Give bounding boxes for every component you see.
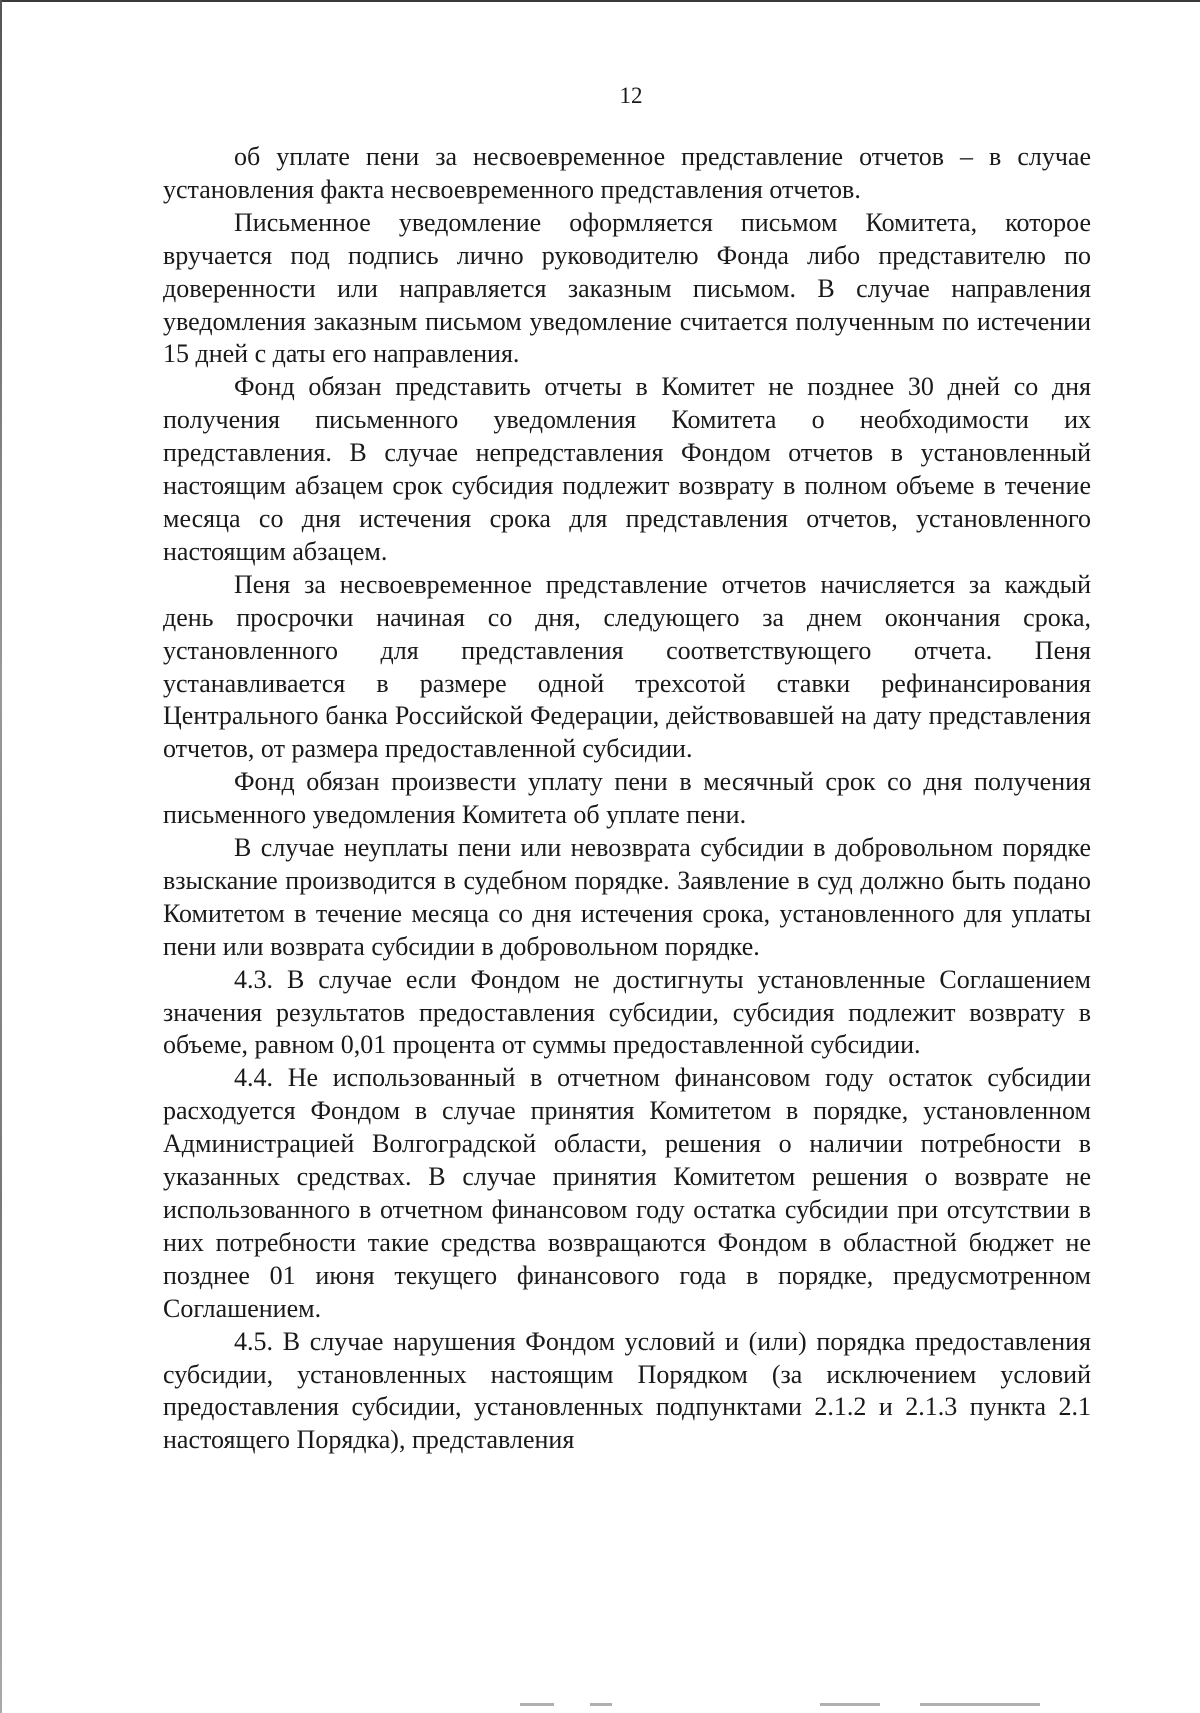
page-number: 12 — [619, 83, 643, 108]
paragraph-4-4: 4.4. Не использованный в отчетном финансовом году остаток субсидии расходуется Фондом в случае принятия Комитетом в порядке, установленном Администрацией Волгоградской области, решения о наличии потребности в указанных средствах. В случае принятия Комитетом решения о возврате не использованного в отчетном финансовом году остатка субсидии при отсутствии в них потребности такие средства возвращаются Фондом в областной бюджет не позднее 01 июня текущего финансового года в порядке, предусмотренном Соглашением. — [163, 1063, 1091, 1323]
paragraph-4: Пеня за несвоевременное представление отчетов начисляется за каждый день просрочки начиная со дня, следующего за днем окончания срока, установленного для представления соответствующего отчета. Пеня устанавливается в размере одной трехсотой ставки рефинансирования Центрального банка Российской Федерации, действовавшей на дату представления отчетов, от размера предоставленной субсидии. — [163, 569, 1091, 764]
paragraph-4-3: 4.3. В случае если Фондом не достигнуты установленные Соглашением значения результатов предоставления субсидии, субсидия подлежит возврату в объеме, равном 0,01 процента от суммы предоставленной субсидии. — [163, 964, 1091, 1060]
scan-top-edge — [0, 0, 1200, 2]
document-body — [163, 141, 1091, 1457]
scan-left-edge — [0, 0, 2, 1713]
paragraph-4-5: 4.5. В случае нарушения Фондом условий и (или) порядка предоставления субсидии, установленных настоящим Порядком (за исключением условий предоставления субсидии, установленных подпунктами 2.1.2 и 2.1.3 пункта 2.1 настоящего Порядка), представления — [163, 1326, 1091, 1455]
paragraph-3: Фонд обязан представить отчеты в Комитет не позднее 30 дней со дня получения письменного уведомления Комитета о необходимости их представления. В случае непредставления Фондом отчетов в установленный настоящим абзацем срок субсидия подлежит возврату в полном объеме в течение месяца со дня истечения срока для представления отчетов, установленного настоящим абзацем. — [163, 372, 1091, 566]
paragraph-1: об уплате пени за несвоевременное представление отчетов – в случае установления факта несвоевременного представления отчетов. — [163, 142, 1091, 204]
paragraph-5: Фонд обязан произвести уплату пени в месячный срок со дня получения письменного уведомления Комитета об уплате пени. — [163, 767, 1091, 830]
paragraph-2: Письменное уведомление оформляется письмом Комитета, которое вручается под подпись лично руководителю Фонда либо представителю по доверенности или направляется заказным письмом. В случае направления уведомления заказным письмом уведомление считается полученным по истечении 15 дней с даты его направления. — [163, 207, 1091, 369]
paragraph-6: В случае неуплаты пени или невозврата субсидии в добровольном порядке взыскание производится в судебном порядке. Заявление в суд должно быть подано Комитетом в течение месяца со дня истечения срока, установленного для уплаты пени или возврата субсидии в добровольном порядке. — [163, 833, 1091, 961]
scan-bottom-artifacts — [520, 1703, 1080, 1709]
